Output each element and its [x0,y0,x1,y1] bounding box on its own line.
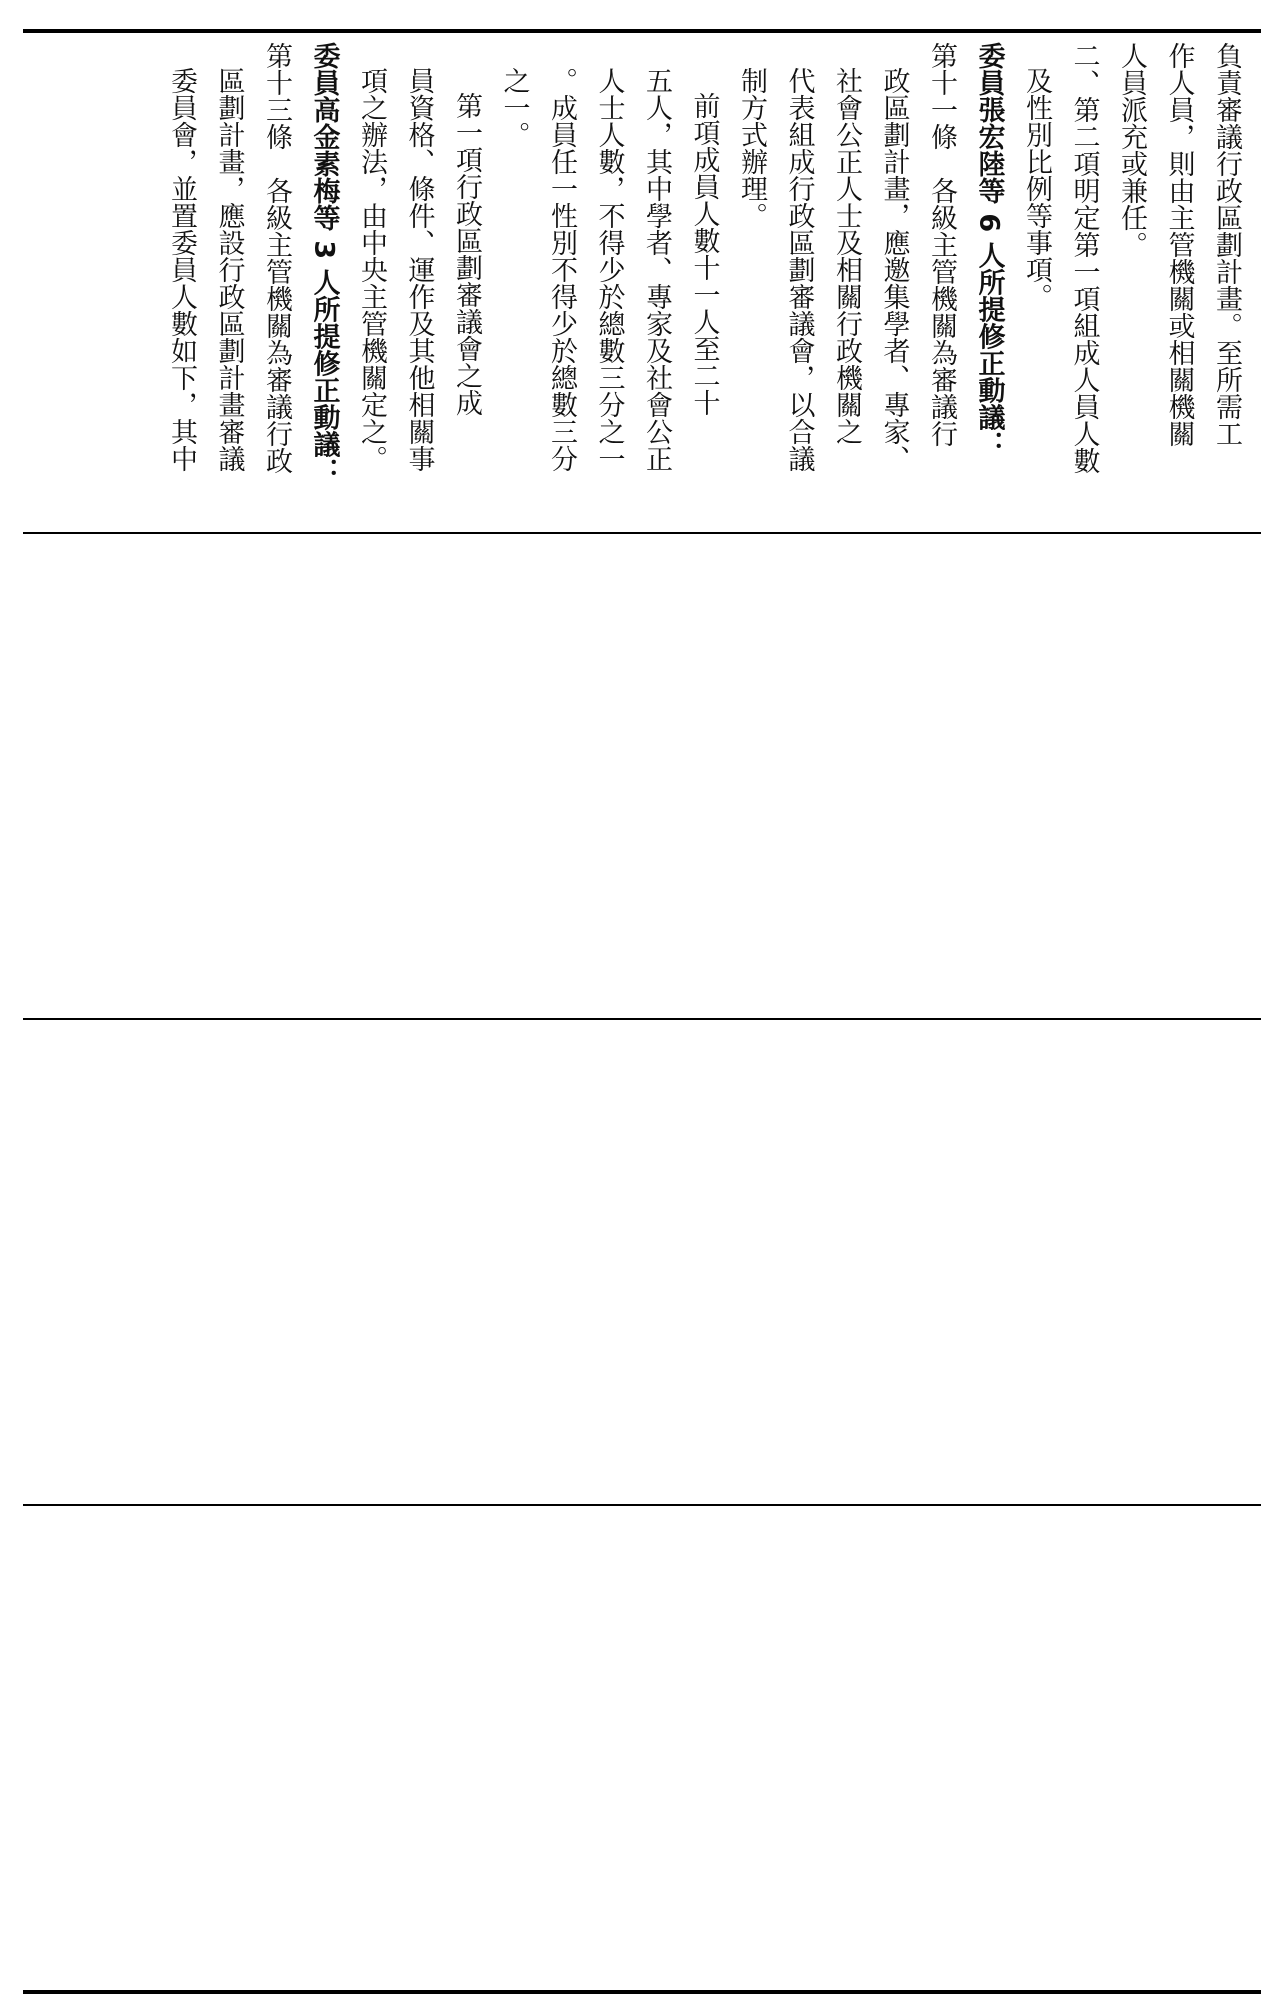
text-line: 之一。 [498,67,530,148]
article-line: 第十一條 各級主管機關為審議行 [926,42,957,447]
blank-section [23,1020,1261,1504]
text-line: 代表組成行政區劃審議會，以合議 [783,67,815,472]
amendment-heading: 委員高金素梅等 3 人所提修正動議： [308,42,340,485]
text-line: 作人員，則由主管機關或相關機關 [1163,42,1195,447]
numbered-item: 二、第二項明定第一項組成人員人數 [1068,42,1100,474]
document-text-panel [40,42,1250,524]
text-line: 區劃計畫，應設行政區劃計畫審議 [213,67,245,472]
text-line: 人員派充或兼任。 [1116,42,1147,258]
top-rule [23,29,1261,33]
text-line: 政區劃計畫，應邀集學者、專家、 [878,67,910,472]
paragraph-start: 第一項行政區劃審議會之成 [451,92,482,416]
text-line: 。成員任一性別不得少於總數三分 [546,67,577,472]
text-line: 五人，其中學者、專家及社會公正 [641,67,672,472]
text-line: 員資格、條件、運作及其他相關事 [403,67,435,472]
bottom-rule [23,1990,1261,1994]
text-line: 委員會，並置委員人數如下，其中 [166,67,197,472]
paragraph-start: 前項成員人數十一人至二十 [688,92,720,416]
text-line: 社會公正人士及相關行政機關之 [831,67,862,445]
amendment-heading: 委員張宏陸等 6 人所提修正動議： [973,42,1005,458]
article-line: 第十三條 各級主管機關為審議行政 [261,42,292,474]
text-line: 人士人數，不得少於總數三分之一 [593,67,625,472]
text-line: 制方式辦理。 [736,67,767,229]
text-line: 及性別比例等事項。 [1021,67,1052,310]
text-line: 負責審議行政區劃計畫。至所需工 [1211,42,1242,447]
text-line: 項之辦法，由中央主管機關定之。 [356,67,387,472]
blank-section [23,534,1261,1018]
blank-section [23,1506,1261,1990]
